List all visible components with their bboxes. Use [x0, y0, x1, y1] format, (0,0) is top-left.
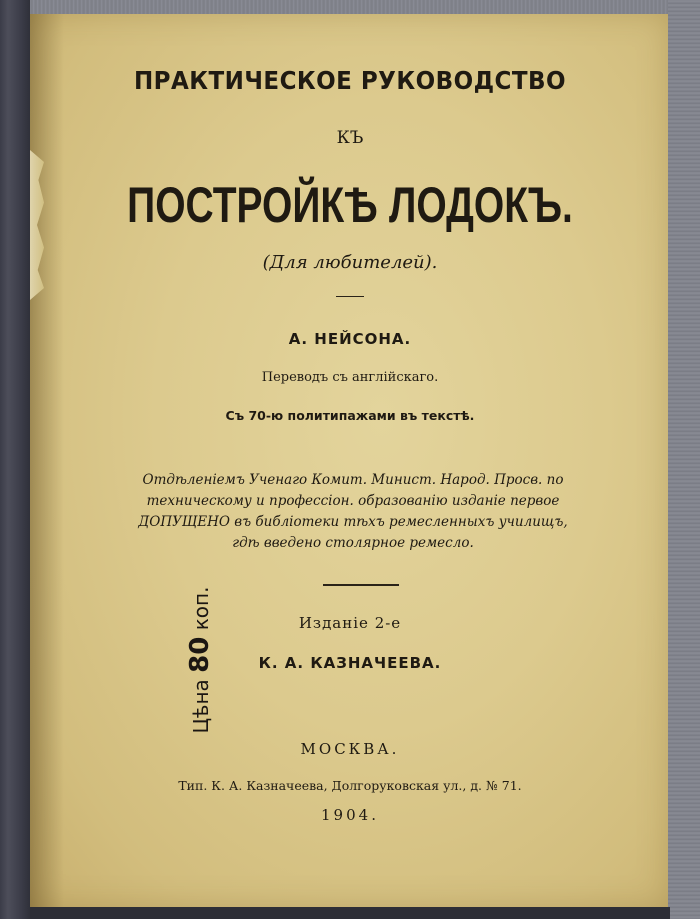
illustrations-note: Съ 70-ю политипажами въ текстѣ. [225, 408, 475, 423]
subtitle: (Для любителей). [262, 252, 438, 273]
cloth-binding-top [30, 0, 670, 14]
city: МОСКВА. [300, 740, 400, 758]
preposition: КЪ [336, 128, 364, 148]
price-unit: коп. [189, 586, 213, 631]
divider-small [336, 296, 364, 297]
printer: Тип. К. А. Казначеева, Долгоруковская ул., д. № 71. [178, 778, 522, 793]
cloth-binding-bottom [30, 907, 670, 919]
price-value: 80 [185, 636, 215, 673]
translation-note: Переводъ съ англійскаго. [261, 370, 439, 385]
price-prefix: Цѣна [189, 679, 213, 734]
year: 1904. [321, 806, 379, 824]
edition: Изданіе 2-е [298, 614, 402, 632]
price-stamp [180, 580, 220, 740]
approval-paragraph: Отдѣленіемъ Ученаго Комит. Минист. Народ. Просв. по техническому и профессіон. образованію изданіе первое ДОПУЩЕНО въ библіотеки тѣхъ ремесленныхъ училищъ, гдѣ введено столярное ремесло. [138, 472, 568, 551]
publisher: К. А. КАЗНАЧЕЕВА. [258, 654, 442, 672]
divider-rule [323, 584, 399, 586]
heading-top: ПРАКТИЧЕСКОЕ РУКОВОДСТВО [133, 66, 567, 95]
main-title: ПОСТРОЙКѢ ЛОДОКЪ. [127, 177, 573, 233]
author: А. НЕЙСОНА. [288, 330, 412, 348]
